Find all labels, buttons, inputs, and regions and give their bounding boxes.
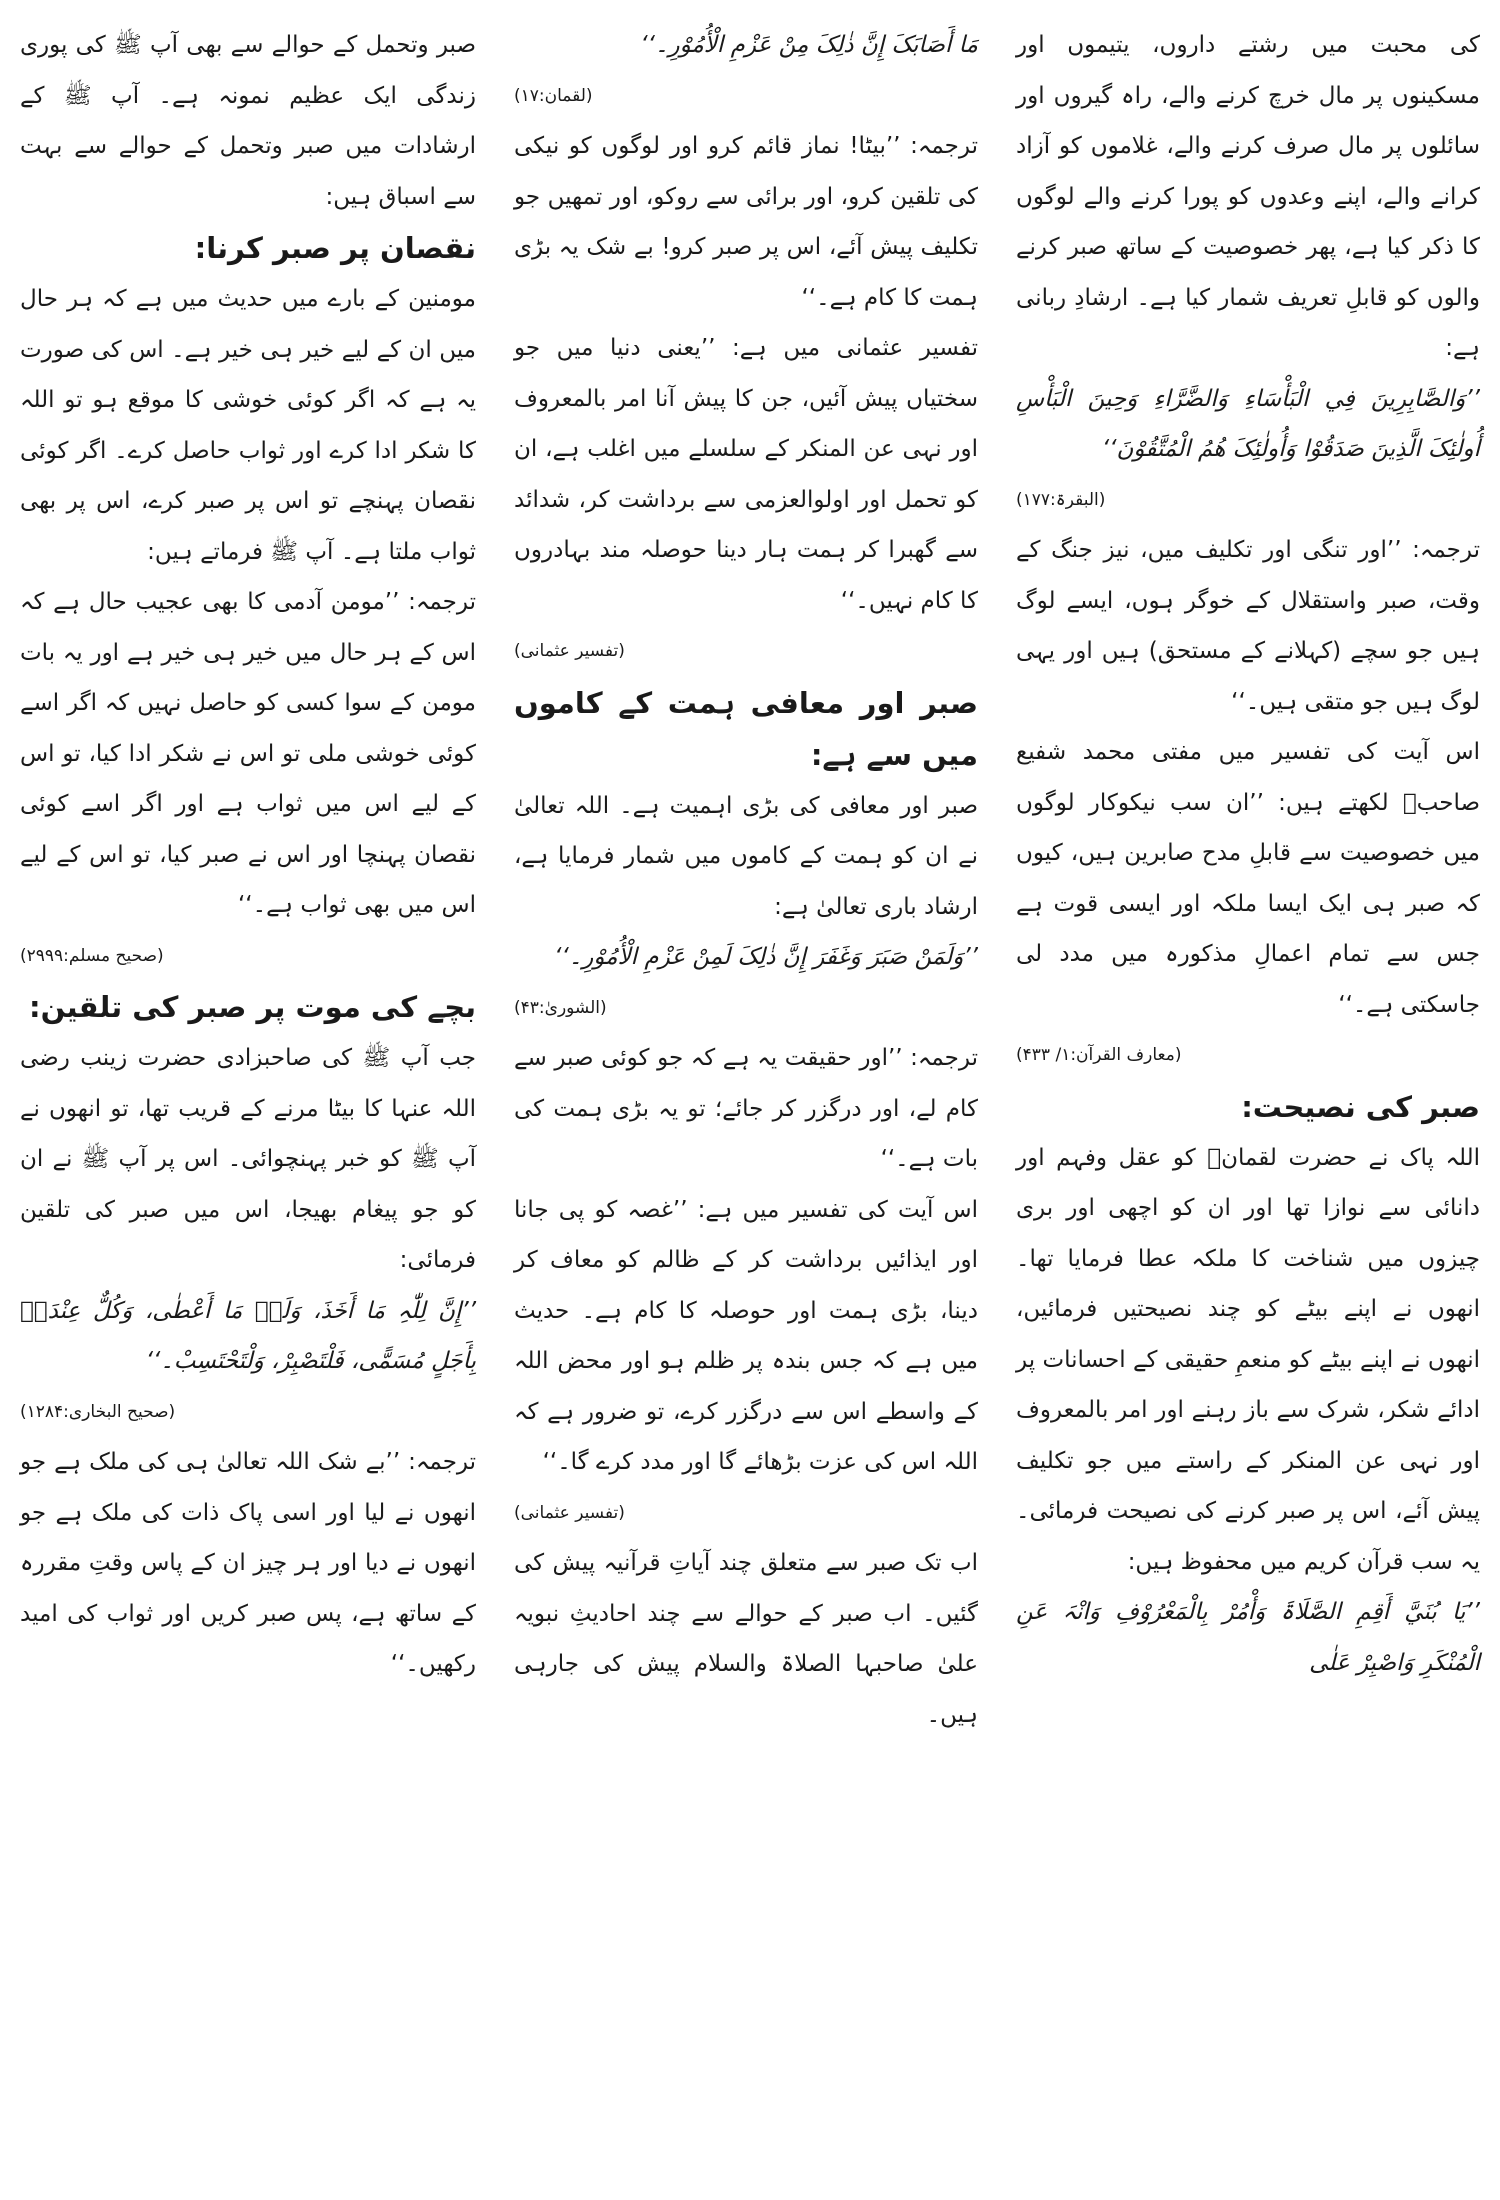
section-heading: نقصان پر صبر کرنا: [194,231,476,265]
reference-citation: (تفسیر عثمانی) [514,1502,625,1523]
paragraph: جب آپ ﷺ کی صاحبزادی حضرت زینب رضی اللہ عنہا کا بیٹا مرنے کے قریب تھا، تو انھوں نے آپ ﷺ کو خبر پہنچوائی۔ اس پر آپ ﷺ نے ان کو جو پیغام بھیجا، اس میں صبر کی تلقین فرمائی: [20,1045,476,1273]
paragraph: مومنین کے بارے میں حدیث میں ہے کہ ہر حال میں ان کے لیے خیر ہی خیر ہے۔ اس کی صورت یہ ہے کہ اگر کوئی خوشی کا موقع ہو تو اللہ کا شکر ادا کرے اور ثواب حاصل کرے۔ اگر کوئی نقصان پہنچے تو اس پر صبر کرے، اس پر بھی ثواب ملتا ہے۔ آپ ﷺ فرماتے ہیں: [20,286,476,565]
quranic-verse: ’’وَالصَّابِرِینَ فِي الْبَأْسَاءِ وَالضَّرَّاءِ وَحِینَ الْبَأْسِ أُولٰئِکَ الَّذِینَ صَدَقُوْا وَأُولٰئِکَ ھُمُ الْمُتَّقُوْنَ‘‘ [1016,385,1480,462]
paragraph: ترجمہ: ’’اور تنگی اور تکلیف میں، نیز جنگ کے وقت، صبر واستقلال کے خوگر ہوں، ایسے لوگ ہیں جو سچے (کہلانے کے مستحق) ہیں اور یہی لوگ ہیں جو متقی ہیں۔‘‘ [1016,537,1480,715]
reference-citation: (البقرۃ:۱۷۷) [1016,489,1106,510]
reference-citation: (تفسیر عثمانی) [514,641,625,661]
paragraph: تفسیر عثمانی میں ہے: ’’یعنی دنیا میں جو سختیاں پیش آئیں، جن کا پیش آنا امر بالمعروف اور نہی عن المنکر کے سلسلے میں اغلب ہے، ان کو تحمل اور اولوالعزمی سے برداشت کر، شدائد سے گھبرا کر ہمت ہار دینا حوصلہ مند بہادروں کا کام نہیں۔‘‘ [514,335,978,614]
reference-citation: (صحیح البخاری:۱۲۸۴) [20,1401,176,1422]
section-heading: صبر اور معافی ہمت کے کاموں میں سے ہے: [514,685,978,772]
reference-citation: (صحیح مسلم:۲۹۹۹) [20,945,164,966]
paragraph: اس آیت کی تفسیر میں مفتی محمد شفیع صاحبؒ لکھتے ہیں: ’’ان سب نیکوکار لوگوں میں خصوصیت سے قابلِ مدح صابرین ہیں، کیوں کہ صبر ہی ایک ایسا ملکہ اور ایسی قوت ہے جس سے تمام اعمالِ مذکورہ میں مدد لی جاسکتی ہے۔‘‘ [1016,739,1480,1018]
paragraph: ترجمہ: ’’بیٹا! نماز قائم کرو اور لوگوں کو نیکی کی تلقین کرو، اور برائی سے روکو، اور تمھیں جو تکلیف پیش آئے، اس پر صبر کرو! بے شک یہ بڑی ہمت کا کام ہے۔‘‘ [514,133,978,311]
section-heading: بچے کی موت پر صبر کی تلقین: [28,990,476,1024]
paragraph: ترجمہ: ’’بے شک اللہ تعالیٰ ہی کی ملک ہے جو انھوں نے لیا اور اسی پاک ذات کی ملک ہے جو انھوں نے دیا اور ہر چیز ان کے پاس وقتِ مقررہ کے ساتھ ہے، پس صبر کریں اور ثواب کی امید رکھیں۔‘‘ [20,1449,476,1677]
section-heading: صبر کی نصیحت: [1241,1089,1480,1124]
magazine-page [20,20,1480,2180]
quranic-verse: مَا أَصَابَکَ إِنَّ ذٰلِکَ مِنْ عَزْمِ الْأُمُوْرِ۔‘‘ [640,32,978,58]
reference-citation: (لقمان:۱۷) [514,85,593,106]
reference-citation: (معارف القرآن:۱/ ۴۳۳) [1016,1045,1182,1065]
paragraph: اللہ پاک نے حضرت لقمانؒ کو عقل وفہم اور دانائی سے نوازا تھا اور ان کو اچھی اور بری چیزوں میں شناخت کا ملکہ عطا فرمایا تھا۔ انھوں نے اپنے بیٹے کو چند نصیحتیں فرمائیں، انھوں نے اپنے بیٹے کو منعمِ حقیقی کے احسانات پر ادائے شکر، شرک سے باز رہنے اور امر بالمعروف اور نہی عن المنکر کے راستے میں جو تکلیف پیش آئے، اس پر صبر کرنے کی نصیحت فرمائی۔ یہ سب قرآن کریم میں محفوظ ہیں: [1016,1144,1480,1575]
paragraph: ترجمہ: ’’مومن آدمی کا بھی عجیب حال ہے کہ اس کے ہر حال میں خیر ہی خیر ہے اور یہ بات مومن کے سوا کسی کو حاصل نہیں کہ اگر اسے کوئی خوشی ملی تو اس نے شکر ادا کیا، تو اس کے لیے اس میں ثواب ہے اور اگر اسے کوئی نقصان پہنچا اور اس نے صبر کیا، تو اس کے لیے اس میں بھی ثواب ہے۔‘‘ [20,589,476,918]
quranic-verse: ’’إِنَّ لِلّٰہِ مَا أَخَذَ، وَلَہٗ مَا أَعْطٰی، وَکُلٌّ عِنْدَہٗ بِأَجَلٍ مُسَمًّی، فَلْتَصْبِرْ، وَلْتَحْتَسِبْ۔‘‘ [20,1297,476,1374]
paragraph: ترجمہ: ’’اور حقیقت یہ ہے کہ جو کوئی صبر سے کام لے، اور درگزر کر جائے؛ تو یہ بڑی ہمت کی بات ہے۔‘‘ [514,1045,978,1172]
column-middle [514,20,978,2180]
reference-citation: (الشوریٰ:۴۳) [514,997,607,1018]
quranic-verse: ’’یَا بُنَيَّ أَقِمِ الصَّلَاۃَ وَأْمُرْ بِالْمَعْرُوْفِ وَانْہَ عَنِ الْمُنْکَرِ وَاصْبِرْ عَلٰی [1016,1599,1480,1676]
column-right [1016,20,1480,2180]
paragraph: اس آیت کی تفسیر میں ہے: ’’غصہ کو پی جانا اور ایذائیں برداشت کر کے ظالم کو معاف کر دینا، بڑی ہمت اور حوصلہ کا کام ہے۔ حدیث میں ہے کہ جس بندہ پر ظلم ہو اور محض اللہ کے واسطے اس سے درگزر کرے، تو ضرور ہے کہ اللہ اس کی عزت بڑھائے گا اور مدد کرے گا۔‘‘ [514,1196,978,1475]
paragraph: کی محبت میں رشتے داروں، یتیموں اور مسکینوں پر مال خرچ کرنے والے، راہ گیروں اور سائلوں پر مال صرف کرنے والے، غلاموں کو آزاد کرانے والے، اپنے وعدوں کو پورا کرنے والے لوگوں کا ذکر کیا ہے، پھر خصوصیت کے ساتھ صبر کرنے والوں کو قابلِ تعریف شمار کیا ہے۔ ارشادِ ربانی ہے: [1016,32,1480,361]
paragraph: اب تک صبر سے متعلق چند آیاتِ قرآنیہ پیش کی گئیں۔ اب صبر کے حوالے سے چند احادیثِ نبویہ علیٰ صاحبہا الصلاۃ والسلام پیش کی جارہی ہیں۔ [514,1550,978,1728]
paragraph: صبر اور معافی کی بڑی اہمیت ہے۔ اللہ تعالیٰ نے ان کو ہمت کے کاموں میں شمار فرمایا ہے، ارشاد باری تعالیٰ ہے: [514,792,978,920]
column-left [20,20,476,2180]
paragraph: صبر وتحمل کے حوالے سے بھی آپ ﷺ کی پوری زندگی ایک عظیم نمونہ ہے۔ آپ ﷺ کے ارشادات میں صبر وتحمل کے حوالے سے بہت سے اسباق ہیں: [20,32,476,210]
quranic-verse: ’’وَلَمَنْ صَبَرَ وَغَفَرَ إِنَّ ذٰلِکَ لَمِنْ عَزْمِ الْأُمُوْرِ۔‘‘ [554,944,978,970]
